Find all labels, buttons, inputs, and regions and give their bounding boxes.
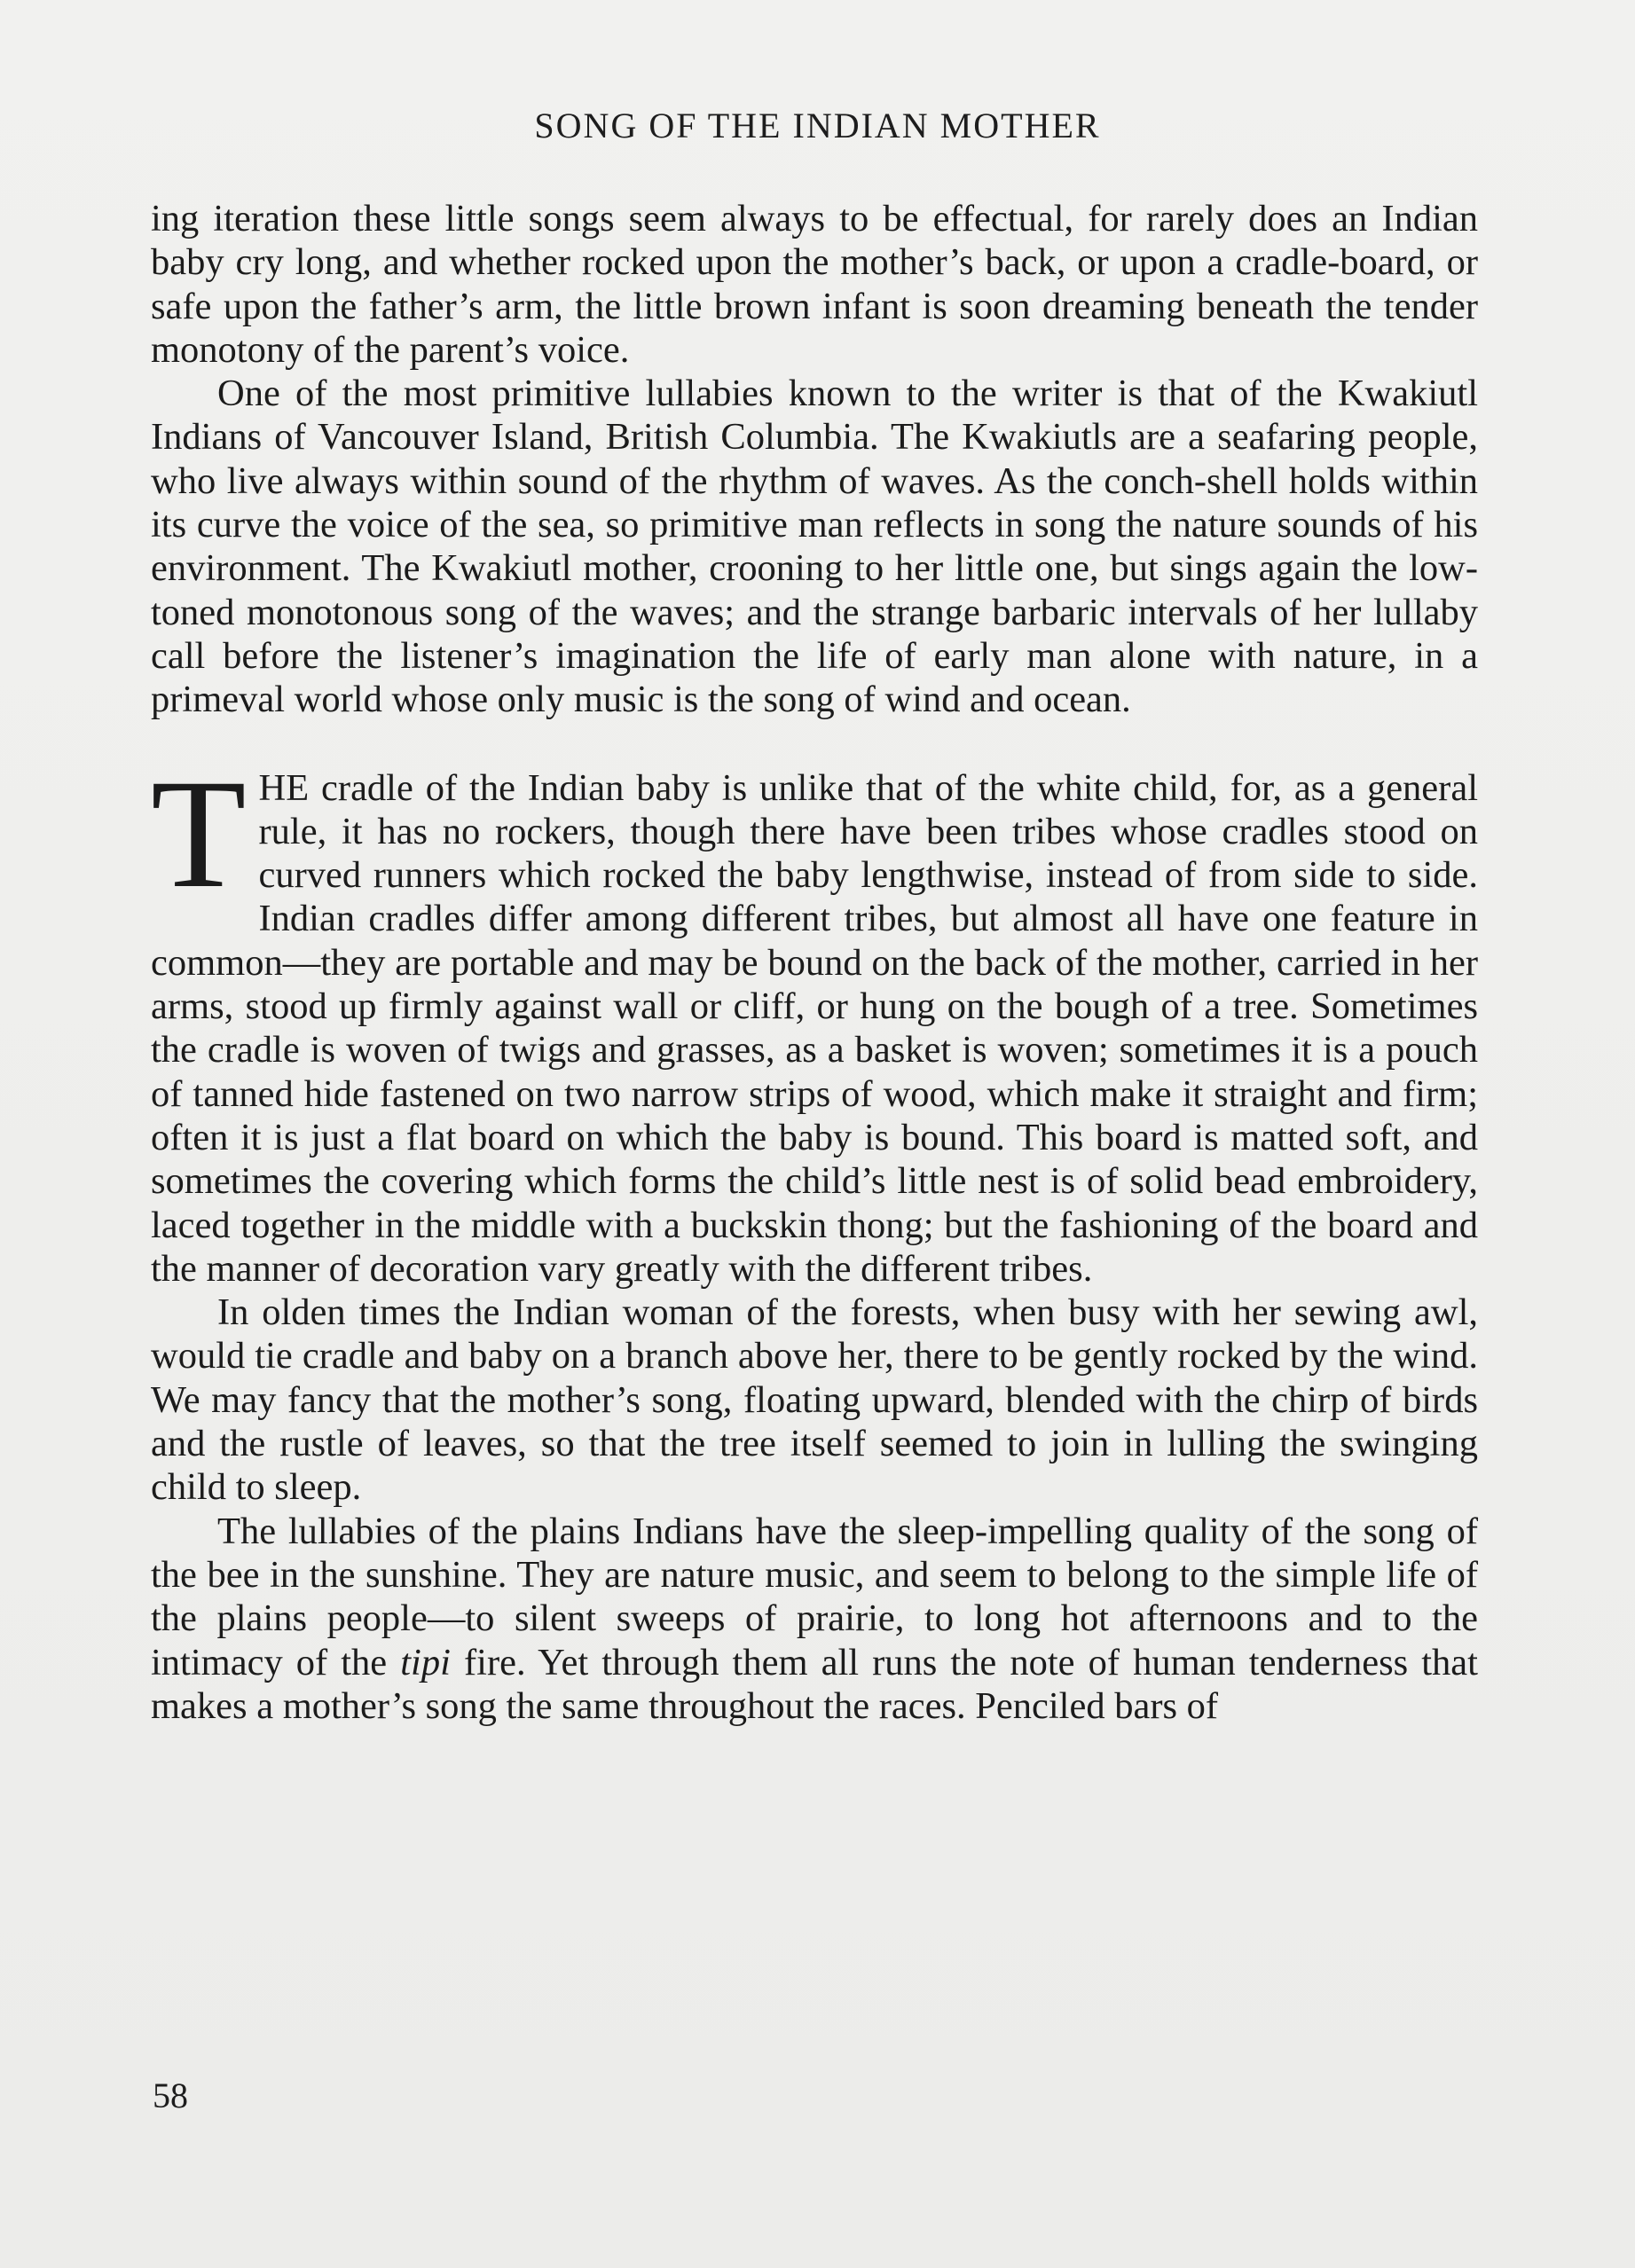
- running-title: SONG OF THE INDIAN MOTHER: [534, 106, 1101, 145]
- page-number: 58: [153, 2076, 188, 2115]
- paragraph-cradle-text: HE cradle of the Indian baby is unlike that of the white child, for, as a general rule, it has no rockers, though there have been tribes whose cradles stood on curved runners which rocked the baby lengthwise, instead of from side to side. Indian cradles differ among different tribes, but almost all have one feature in common—they are portable and may be bound on the back of the mother, carried in her arms, stood up firmly against wall or cliff, or hung on the bough of a tree. Sometimes the cradle is woven of twigs and grasses, as a basket is woven; sometimes it is a pouch of tanned hide fastened on two narrow strips of wood, which make it straight and firm; often it is just a flat board on which the baby is bound. This board is matted soft, and sometimes the covering which forms the child’s little nest is of solid bead embroidery, laced together in the middle with a buckskin thong; but the fashioning of the board and the manner of decoration vary greatly with the different tribes.: [151, 766, 1478, 1290]
- paragraph-plains-text-b: fire. Yet through them all runs the note of human tenderness that makes a mother’s song the same throughout the races. Penciled bars of: [151, 1641, 1478, 1727]
- body-text: [151, 197, 1478, 1728]
- drop-cap: T: [151, 747, 247, 921]
- paragraph-continued: ing iteration these little songs seem always to be effectual, for rarely does an Indian baby cry long, and whether rocked upon the mother’s back, or upon a cradle-board, or safe upon the father’s arm, the little brown infant is soon dreaming beneath the tender monotony of the parent’s voice.: [151, 198, 1478, 371]
- paragraph-plains-lullabies: [151, 1510, 1478, 1728]
- paragraph-forest-woman: In olden times the Indian woman of the forests, when busy with her sewing awl, would tie cradle and baby on a branch above her, there to be gently rocked by the wind. We may fancy that the mother’s song, floating upward, blended with the chirp of birds and the rustle of leaves, so that the tree itself seemed to join in lulling the swinging child to sleep.: [151, 1291, 1478, 1509]
- paragraph-kwakiutl: One of the most primitive lullabies known to the writer is that of the Kwakiutl Indians of Vancouver Island, British Columbia. The Kwakiutls are a seafaring people, who live always within sound of the rhythm of waves. As the conch-shell holds within its curve the voice of the sea, so primitive man reflects in song the nature sounds of his environment. The Kwakiutl mother, crooning to her little one, but sings again the low-toned monotonous song of the waves; and the strange barbaric intervals of her lullaby call before the listener’s imagination the life of early man alone with nature, in a primeval world whose only music is the song of wind and ocean.: [151, 373, 1478, 721]
- italic-word: tipi: [400, 1641, 451, 1683]
- paragraph-cradle: [151, 747, 1478, 1291]
- paragraph-plains-text-a: The lullabies of the plains Indians have the sleep-impelling quality of the song of the bee in the sunshine. They are nature music, and seem to belong to the simple life of the plains people—to silent sweeps of prairie, to long hot afternoons and to the intimacy of the: [151, 1510, 1478, 1683]
